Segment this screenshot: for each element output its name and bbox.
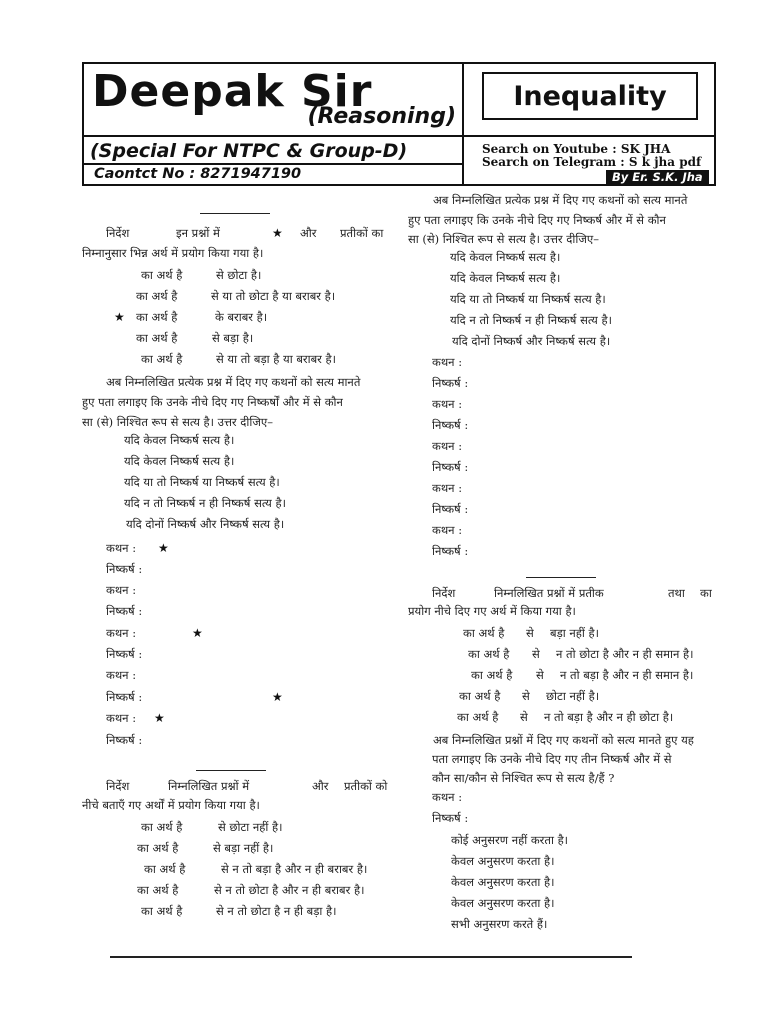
header-divider — [464, 135, 714, 137]
section-rule — [196, 770, 266, 771]
directions-label: निर्देश — [106, 779, 130, 793]
directions-text: नीचे बताएँ गए अर्थों में प्रयोग किया गया है। — [82, 798, 260, 812]
statement-label: कथन : — [432, 355, 463, 369]
meaning-term: का अर्थ है — [144, 862, 186, 876]
brand-title: Deepak Sir — [92, 66, 373, 117]
header-right — [464, 64, 714, 184]
youtube-info: Search on Youtube : SK JHA — [482, 142, 671, 156]
meaning-term: का अर्थ है — [136, 331, 178, 345]
header-divider — [84, 135, 462, 137]
directions-text: प्रतीकों का — [340, 226, 384, 240]
meaning-text: से छोटा नहीं है। — [218, 820, 283, 834]
answer-option: यदि न तो निष्कर्ष न ही निष्कर्ष सत्य है। — [450, 313, 612, 327]
directions-text: प्रतीकों को — [344, 779, 388, 793]
meaning-term: का अर्थ है — [141, 352, 183, 366]
conclusion-label: निष्कर्ष : — [432, 811, 469, 825]
section-rule — [526, 577, 596, 578]
meaning-text: के बराबर है। — [215, 310, 268, 324]
directions-label: निर्देश — [106, 226, 130, 240]
statement-label: कथन : — [106, 583, 137, 597]
statement-label: कथन : — [106, 541, 137, 555]
meaning-term: का अर्थ है — [136, 310, 178, 324]
header-divider — [84, 163, 462, 165]
meaning-text: से न तो बड़ा है और न ही बराबर है। — [221, 862, 368, 876]
meaning-text: से — [532, 647, 540, 661]
meaning-text: से न तो छोटा है न ही बड़ा है। — [216, 904, 337, 918]
instruction-text: सा (से) निश्चित रूप से सत्य है। उत्तर दीजिए– — [82, 415, 273, 429]
footer-rule — [110, 956, 632, 958]
directions-text: प्रयोग नीचे दिए गए अर्थ में किया गया है। — [408, 604, 576, 618]
answer-option: यदि केवल निष्कर्ष सत्य है। — [124, 454, 235, 468]
statement-label: कथन : — [432, 481, 463, 495]
meaning-term: का अर्थ है — [137, 883, 179, 897]
statement-label: कथन : — [106, 668, 137, 682]
answer-option: यदि न तो निष्कर्ष न ही निष्कर्ष सत्य है। — [124, 496, 286, 510]
telegram-info: Search on Telegram : S k jha pdf — [482, 155, 702, 169]
directions-text: निम्नानुसार भिन्न अर्थ में प्रयोग किया गया है। — [82, 246, 264, 260]
instruction-text: हुए पता लगाइए कि उनके नीचे दिए गए निष्कर्षों और में से कौन — [82, 395, 343, 409]
instruction-text: हुए पता लगाइए कि उनके नीचे दिए गए निष्कर्ष और में से कौन — [408, 213, 666, 227]
conclusion-label: निष्कर्ष : — [432, 544, 469, 558]
statement-label: कथन : — [432, 523, 463, 537]
instruction-text: अब निम्नलिखित प्रत्येक प्रश्न में दिए गए कथनों को सत्य मानते — [433, 193, 688, 207]
directions-text: और — [300, 226, 317, 240]
directions-text: का — [700, 586, 712, 600]
directions-text: तथा — [668, 586, 685, 600]
statement-label: कथन : — [106, 711, 137, 725]
instruction-text: कौन सा/कौन से निश्चित रूप से सत्य है/हैं ? — [432, 771, 615, 785]
meaning-text: से बड़ा नहीं है। — [213, 841, 274, 855]
meaning-term: का अर्थ है — [457, 710, 499, 724]
star-icon: ★ — [154, 711, 165, 725]
meaning-text: से — [520, 710, 528, 724]
author-byline: By Er. S.K. Jha — [606, 170, 709, 184]
special-tagline: (Special For NTPC & Group-D) — [90, 140, 408, 162]
meaning-text: बड़ा नहीं है। — [550, 626, 599, 640]
directions-text: निम्नलिखित प्रश्नों में — [168, 779, 250, 793]
statement-label: कथन : — [106, 626, 137, 640]
meaning-term: का अर्थ है — [136, 289, 178, 303]
instruction-text: सा (से) निश्चित रूप से सत्य है। उत्तर दीजिए– — [408, 232, 599, 246]
answer-option: यदि या तो निष्कर्ष या निष्कर्ष सत्य है। — [124, 475, 280, 489]
header-left — [84, 64, 464, 184]
brand-subtitle: (Reasoning) — [307, 104, 456, 129]
answer-choice: केवल अनुसरण करता है। — [451, 854, 555, 868]
meaning-text: से — [536, 668, 544, 682]
meaning-term: का अर्थ है — [141, 268, 183, 282]
conclusion-label: निष्कर्ष : — [106, 690, 143, 704]
answer-option: यदि दोनों निष्कर्ष और निष्कर्ष सत्य है। — [126, 517, 285, 531]
answer-choice: केवल अनुसरण करता है। — [451, 875, 555, 889]
meaning-term: का अर्थ है — [468, 647, 510, 661]
star-icon: ★ — [272, 690, 283, 704]
conclusion-label: निष्कर्ष : — [106, 562, 143, 576]
meaning-text: न तो छोटा है और न ही समान है। — [556, 647, 694, 661]
meaning-term: का अर्थ है — [471, 668, 513, 682]
conclusion-label: निष्कर्ष : — [432, 460, 469, 474]
instruction-text: अब निम्नलिखित प्रत्येक प्रश्न में दिए गए कथनों को सत्य मानते — [106, 375, 361, 389]
answer-choice: केवल अनुसरण करता है। — [451, 896, 555, 910]
directions-text: और — [312, 779, 329, 793]
contact-number: Caontct No : 8271947190 — [94, 166, 302, 182]
conclusion-label: निष्कर्ष : — [106, 604, 143, 618]
meaning-text: से बड़ा है। — [212, 331, 254, 345]
directions-text: इन प्रश्नों में — [176, 226, 220, 240]
star-icon: ★ — [158, 541, 169, 555]
meaning-text: न तो बड़ा है और न ही छोटा है। — [544, 710, 674, 724]
star-icon: ★ — [192, 626, 203, 640]
answer-option: यदि केवल निष्कर्ष सत्य है। — [450, 271, 561, 285]
answer-choice: कोई अनुसरण नहीं करता है। — [451, 833, 569, 847]
conclusion-label: निष्कर्ष : — [432, 376, 469, 390]
conclusion-label: निष्कर्ष : — [432, 418, 469, 432]
meaning-term: का अर्थ है — [141, 904, 183, 918]
star-icon: ★ — [272, 226, 283, 240]
star-icon: ★ — [114, 310, 125, 324]
page-header — [82, 62, 716, 186]
topic-title: Inequality — [482, 72, 698, 120]
statement-label: कथन : — [432, 397, 463, 411]
statement-label: कथन : — [432, 439, 463, 453]
directions-label: निर्देश — [432, 586, 456, 600]
section-rule — [200, 213, 270, 214]
meaning-term: का अर्थ है — [141, 820, 183, 834]
conclusion-label: निष्कर्ष : — [106, 647, 143, 661]
statement-label: कथन : — [432, 790, 463, 804]
meaning-term: का अर्थ है — [459, 689, 501, 703]
answer-option: यदि दोनों निष्कर्ष और निष्कर्ष सत्य है। — [452, 334, 611, 348]
meaning-text: से छोटा है। — [216, 268, 262, 282]
meaning-text: से या तो छोटा है या बराबर है। — [211, 289, 336, 303]
meaning-term: का अर्थ है — [463, 626, 505, 640]
instruction-text: अब निम्नलिखित प्रश्नों में दिए गए कथनों को सत्य मानते हुए यह — [433, 733, 694, 747]
meaning-text: न तो बड़ा है और न ही समान है। — [560, 668, 694, 682]
conclusion-label: निष्कर्ष : — [432, 502, 469, 516]
answer-option: यदि केवल निष्कर्ष सत्य है। — [450, 250, 561, 264]
meaning-text: से न तो छोटा है और न ही बराबर है। — [214, 883, 365, 897]
answer-option: यदि केवल निष्कर्ष सत्य है। — [124, 433, 235, 447]
conclusion-label: निष्कर्ष : — [106, 733, 143, 747]
meaning-text: से — [522, 689, 530, 703]
meaning-text: छोटा नहीं है। — [546, 689, 600, 703]
meaning-term: का अर्थ है — [137, 841, 179, 855]
meaning-text: से — [526, 626, 534, 640]
meaning-text: से या तो बड़ा है या बराबर है। — [216, 352, 336, 366]
answer-choice: सभी अनुसरण करते हैं। — [451, 917, 548, 931]
answer-option: यदि या तो निष्कर्ष या निष्कर्ष सत्य है। — [450, 292, 606, 306]
directions-text: निम्नलिखित प्रश्नों में प्रतीक — [494, 586, 604, 600]
instruction-text: पता लगाइए कि उनके नीचे दिए गए तीन निष्कर्ष और में से — [432, 752, 672, 766]
